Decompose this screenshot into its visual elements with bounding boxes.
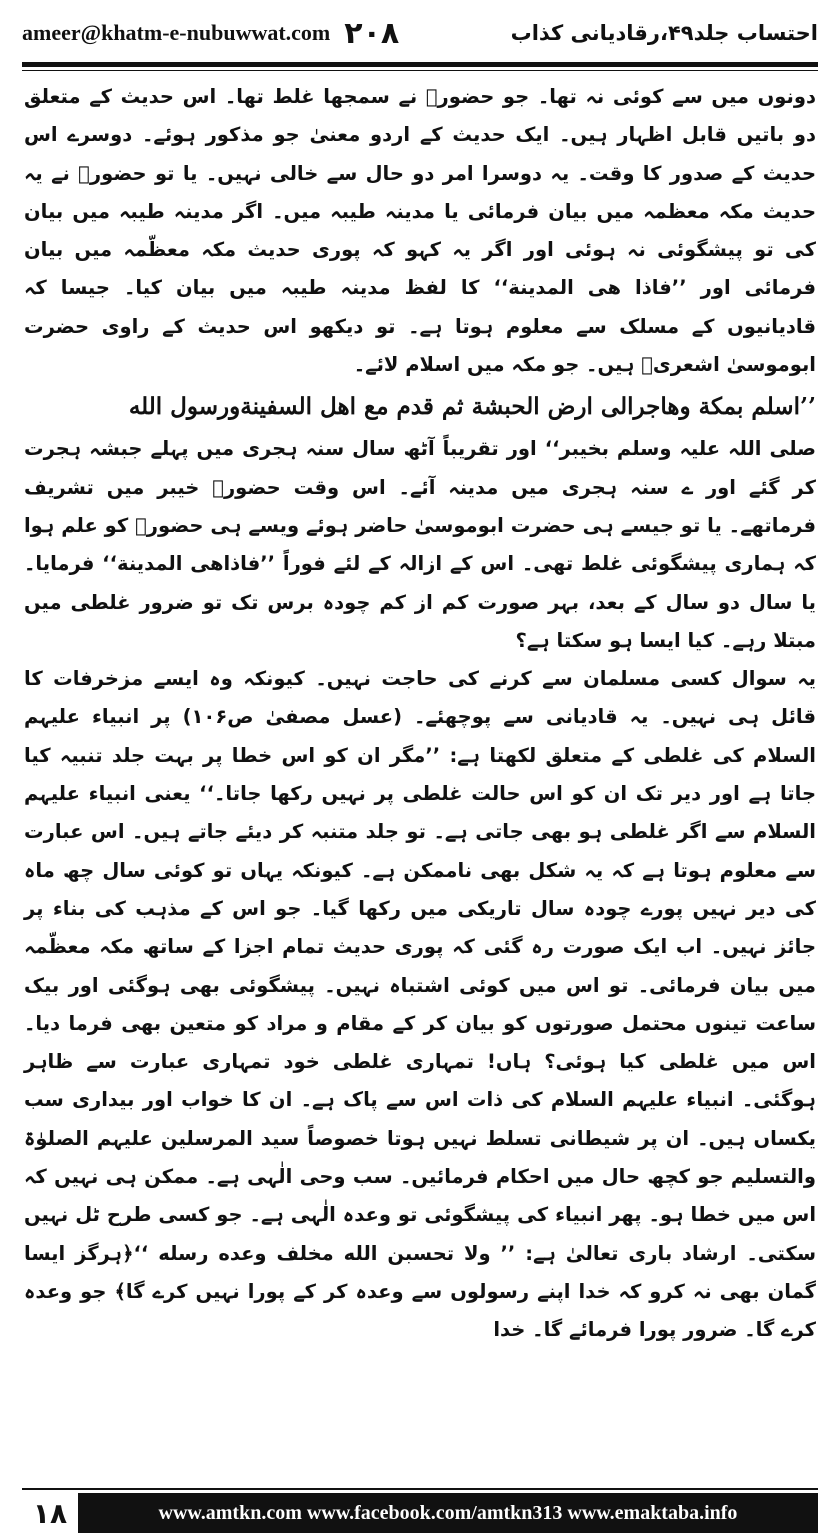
page-footer <box>22 1488 818 1534</box>
page-body <box>24 78 816 1350</box>
paragraph-1: دونوں میں سے کوئی نہ تھا۔ جو حضورؐ نے سمجھا غلط تھا۔ اس حدیث کے متعلق دو باتیں قابل اظہار ہیں۔ ایک حدیث کے اردو معنیٰ جو مذکور ہوئے۔ دوسرے اس حدیث کے صدور کا وقت۔ یہ دوسرا امر دو حال سے خالی نہیں۔ یا تو حضورؐ نے یہ حدیث مکہ معظمہ میں بیان فرمائی یا مدینہ طیبہ میں۔ اگر مدینہ طیبہ میں بیان کی تو پیشگوئی نہ ہوئی اور اگر یہ کہو کہ پوری حدیث مکہ معظّمہ میں بیان فرمائی اور ’’فاذا ھی المدینة‘‘ کا لفظ مدینہ طیبہ میں بیان کیا۔ جیسا کہ قادیانیوں کے مسلک سے معلوم ہوتا ہے۔ تو دیکھو اس حدیث کے راوی حضرت ابوموسیٰ اشعریؓ ہیں۔ جو مکہ میں اسلام لائے۔ <box>24 85 816 377</box>
paragraph-2: صلی اللہ علیہ وسلم بخيبر‘‘ اور تقریباً آٹھ سال سنہ ہجری میں پہلے جبشہ ہجرت کر گئے اور ے سنہ ہجری میں مدینہ آئے۔ اس وقت حضورؐ خیبر میں تشریف فرماتھے۔ یا تو جیسے ہی حضرت ابوموسیٰ حاضر ہوئے ویسے ہی حضورؐ کو علم ہوا کہ ہماری پیشگوئی غلط تھی۔ اس کے ازالہ کے لئے فوراً ’’فاذاھی المدينة‘‘ فرمایا۔ یا سال دو سال کے بعد، بہر صورت کم از کم چودہ برس تک تو ضرور غلطی میں مبتلا رہے۔ کیا ایسا ہو سکتا ہے؟ <box>24 437 816 652</box>
footer-page-number: ۱۸ <box>32 1496 68 1530</box>
header-page-number: ۲۰۸ <box>344 15 400 51</box>
header-left <box>22 16 399 51</box>
header-email[interactable]: ameer@khatm-e-nubuwwat.com <box>22 20 331 45</box>
header-book-title: احتساب جلد۴۹،ر‌قادیانی کذاب <box>510 21 818 45</box>
header-rule-thin <box>22 70 818 71</box>
paragraph-3: یہ سوال کسی مسلمان سے کرنے کی حاجت نہیں۔ کیونکہ وہ ایسے مزخرفات کا قائل ہی نہیں۔ یہ قادیانی سے پوچھئے۔ (عسل مصفیٰ ص۱۰۶) پر انبیاء علیہم السلام کی غلطی کے متعلق لکھتا ہے: ’’مگر ان کو اس خطا پر بہت جلد تنبیہ کیا جاتا ہے اور دیر تک ان کو اس حالت غلطی پر نہیں رکھا جاتا۔‘‘ یعنی انبیاء علیہم السلام سے اگر غلطی ہو بھی جاتی ہے۔ تو جلد متنبہ کر دیئے جاتے ہیں۔ اس عبارت سے معلوم ہوتا ہے کہ یہ شکل بھی ناممکن ہے۔ کیونکہ یہاں تو کوئی سال چھ ماہ کی دیر نہیں پورے چودہ سال تاریکی میں رکھا گیا۔ جو اس کے مذہب کی بناء پر جائز نہیں۔ اب ایک صورت رہ گئی کہ پوری حدیث تمام اجزا کے ساتھ مکہ معظّمہ میں بیان فرمائی۔ تو اس میں کوئی اشتباہ نہیں۔ پیشگوئی بھی ہوگئی اور بیک ساعت تینوں محتمل صورتوں کو بیان کر کے مقام و مراد کو متعین بھی فرما دیا۔ اس میں غلطی کیا ہوئی؟ ہاں! تمہاری غلطی خود تمہاری عبارت سے ظاہر ہوگئی۔ انبیاء علیہم السلام کی ذات اس سے پاک ہے۔ ان کا خواب اور بیداری سب یکساں ہیں۔ ان پر شیطانی تسلط نہیں ہوتا خصوصاً سید المرسلین علیہم الصلوٰۃ والتسلیم جو کچھ حال میں احکام فرمائیں۔ سب وحی الٰہی ہے۔ ممکن ہی نہیں کہ اس میں خطا ہو۔ پھر انبیاء کی پیشگوئی تو وعدہ الٰہی ہے۔ جو کسی طرح ٹل نہیں سکتی۔ ارشاد باری تعالیٰ ہے: ’’ ولا تحسبن الله مخلف وعده رسله ‘‘﴿ہرگز ایسا گمان بھی نہ کرو کہ خدا اپنے رسولوں سے وعدہ کر کے پورا نہیں کرے گا﴾ جو وعدہ کرے گا۔ ضرور پورا فرمائے گا۔ خدا <box>24 667 816 1342</box>
arabic-quote: ’’اسلم بمكة وهاجرالى ارض الحبشة ثم قدم مع اهل السفينةورسول الله <box>128 393 816 421</box>
header-rule-thick <box>22 62 818 67</box>
footer-links[interactable]: www.amtkn.com www.facebook.com/amtkn313 www.emaktaba.info <box>78 1493 818 1533</box>
page-header <box>22 8 818 58</box>
